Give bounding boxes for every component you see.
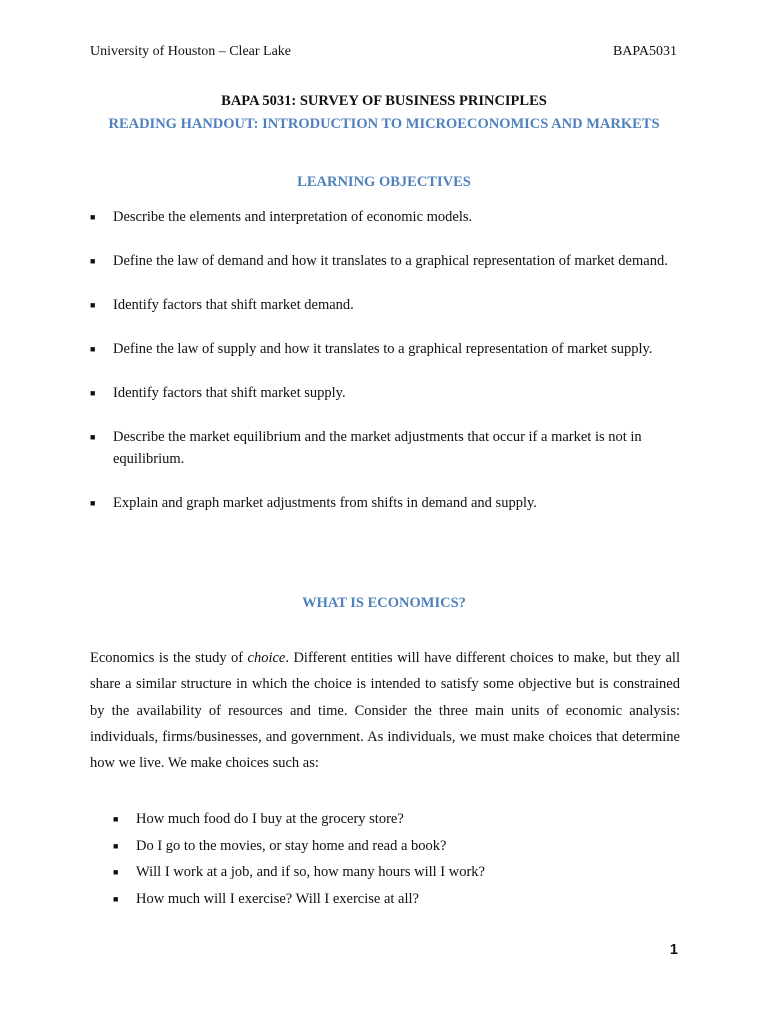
square-bullet-icon: ■ <box>90 432 96 442</box>
square-bullet-icon: ■ <box>90 212 96 222</box>
learning-objectives-list <box>90 206 690 514</box>
list-item <box>113 886 673 913</box>
choice-text: How much food do I buy at the grocery store? <box>136 811 404 827</box>
paragraph-emphasis: choice <box>247 650 286 666</box>
objective-text: Define the law of supply and how it translates to a graphical representation of market supply. <box>113 341 653 357</box>
square-bullet-icon: ■ <box>113 814 119 824</box>
choice-text: Do I go to the movies, or stay home and read a book? <box>136 837 447 854</box>
page-number: 1 <box>669 942 678 958</box>
objective-text: Describe the elements and interpretation of economic models. <box>113 209 473 225</box>
paragraph-text-start: Economics is the study of <box>90 650 248 666</box>
list-item <box>90 492 690 514</box>
objective-text: Describe the market equilibrium and the market adjustments that occur if a market is not in equilibrium. <box>113 429 642 467</box>
square-bullet-icon: ■ <box>113 867 119 877</box>
list-item <box>90 294 690 316</box>
learning-objectives-heading: LEARNING OBJECTIVES <box>297 174 471 190</box>
list-item <box>90 206 690 228</box>
list-item <box>113 806 673 833</box>
choice-text: How much will I exercise? Will I exercise at all? <box>136 890 419 907</box>
objective-text: Define the law of demand and how it translates to a graphical representation of market demand. <box>113 253 668 269</box>
paragraph-text-rest: . Different entities will have different choices to make, but they all share a similar structure in which the choice is intended to satisfy some objective but is constrained by the availability of resources and time. Consider the three main units of economic analysis: individuals, firms/businesses, and government. As individuals, we must make choices that determine how we live. We make choices such as: <box>90 650 680 772</box>
course-title: BAPA 5031: SURVEY OF BUSINESS PRINCIPLES <box>221 93 547 109</box>
square-bullet-icon: ■ <box>90 344 96 354</box>
what-is-economics-heading: WHAT IS ECONOMICS? <box>302 595 466 611</box>
square-bullet-icon: ■ <box>90 256 96 266</box>
list-item <box>90 250 690 272</box>
objective-text: Identify factors that shift market demand. <box>113 297 354 313</box>
header-institution: University of Houston – Clear Lake <box>90 44 292 59</box>
choices-list <box>113 806 673 912</box>
square-bullet-icon: ■ <box>90 300 96 310</box>
handout-title: READING HANDOUT: INTRODUCTION TO MICROECONOMICS AND MARKETS <box>108 116 660 132</box>
objective-text: Explain and graph market adjustments from shifts in demand and supply. <box>113 495 537 511</box>
square-bullet-icon: ■ <box>113 893 119 904</box>
objective-text: Identify factors that shift market supply. <box>113 385 346 401</box>
header-course-code: BAPA5031 <box>612 44 677 59</box>
square-bullet-icon: ■ <box>90 388 96 398</box>
intro-paragraph <box>90 645 680 776</box>
list-item <box>90 426 690 470</box>
list-item <box>90 338 690 360</box>
list-item <box>113 833 673 860</box>
list-item <box>113 859 673 886</box>
list-item <box>90 382 690 404</box>
square-bullet-icon: ■ <box>113 840 119 851</box>
choice-text: Will I work at a job, and if so, how many hours will I work? <box>136 864 485 880</box>
square-bullet-icon: ■ <box>90 498 96 508</box>
